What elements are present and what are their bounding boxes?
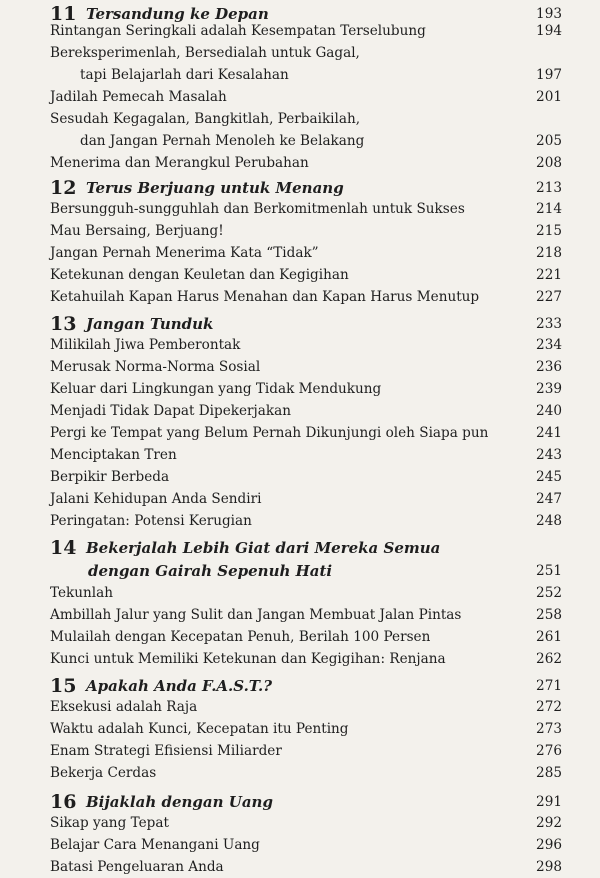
toc-entry-page-number: 236 — [536, 359, 562, 375]
toc-entry-title: Peringatan: Potensi Kerugian — [50, 513, 252, 529]
toc-entry[interactable] — [0, 604, 600, 626]
chapter-title: Bijaklah dengan Uang — [86, 793, 273, 811]
toc-entry-title: Bereksperimenlah, Bersedialah untuk Gagal, — [50, 45, 360, 61]
toc-entry[interactable] — [0, 356, 600, 378]
toc-entry-page-number: 262 — [536, 651, 562, 667]
toc-entry[interactable] — [0, 20, 600, 42]
toc-entry[interactable] — [0, 422, 600, 444]
toc-entry-page-number: 227 — [536, 289, 562, 305]
toc-entry[interactable] — [0, 582, 600, 604]
toc-entry-title: Berpikir Berbeda — [50, 469, 170, 485]
toc-entry-title: Menerima dan Merangkul Perubahan — [50, 155, 309, 171]
toc-entry-page-number: 247 — [536, 491, 562, 507]
chapter-heading[interactable] — [0, 534, 600, 562]
toc-entry-title: Mulailah dengan Kecepatan Penuh, Berilah 100 Persen — [50, 629, 431, 645]
toc-entry-page-number: 239 — [536, 381, 562, 397]
toc-entry-page-number: 272 — [536, 699, 562, 715]
toc-entry-title: Sesudah Kegagalan, Bangkitlah, Perbaikilah, — [50, 111, 361, 127]
toc-entry-page-number: 221 — [536, 267, 562, 283]
toc-entry-title: Pergi ke Tempat yang Belum Pernah Dikunjungi oleh Siapa pun — [50, 425, 489, 441]
toc-entry-page-number: 197 — [536, 67, 562, 83]
toc-entry-title: Batasi Pengeluaran Anda — [50, 859, 224, 875]
chapter-title: Apakah Anda F.A.S.T.? — [86, 677, 273, 695]
toc-entry[interactable] — [0, 378, 600, 400]
chapter-number: 15 — [50, 675, 77, 697]
toc-entry[interactable] — [0, 626, 600, 648]
toc-entry[interactable] — [0, 648, 600, 670]
chapter-number: 14 — [50, 537, 77, 559]
toc-entry-title: Bersungguh-sungguhlah dan Berkomitmenlah untuk Sukses — [50, 201, 465, 217]
toc-entry-title: Ambillah Jalur yang Sulit dan Jangan Membuat Jalan Pintas — [50, 607, 462, 623]
toc-entry-page-number: 201 — [536, 89, 562, 105]
toc-entry-page-number: 214 — [536, 201, 562, 217]
toc-entry[interactable] — [0, 242, 600, 264]
toc-entry-page-number: 261 — [536, 629, 562, 645]
toc-entry[interactable] — [0, 718, 600, 740]
chapter-title: Terus Berjuang untuk Menang — [86, 179, 344, 197]
toc-entry[interactable] — [0, 86, 600, 108]
toc-entry[interactable] — [0, 488, 600, 510]
toc-entry-page-number: 298 — [536, 859, 562, 875]
toc-entry-title: Rintangan Seringkali adalah Kesempatan Terselubung — [50, 23, 426, 39]
toc-entry-title: Jangan Pernah Menerima Kata “Tidak” — [50, 245, 319, 261]
toc-entry[interactable] — [0, 220, 600, 242]
chapter-page-number: 271 — [536, 678, 562, 694]
chapter-page-number: 251 — [536, 563, 562, 579]
toc-entry-title: Keluar dari Lingkungan yang Tidak Mendukung — [50, 381, 382, 397]
chapter-heading-continued[interactable] — [0, 560, 600, 582]
chapter-title: Bekerjalah Lebih Giat dari Mereka Semua — [86, 539, 441, 557]
toc-entry[interactable] — [0, 812, 600, 834]
toc-entry-page-number: 276 — [536, 743, 562, 759]
toc-entry-title: Merusak Norma-Norma Sosial — [50, 359, 261, 375]
toc-entry-page-number: 296 — [536, 837, 562, 853]
toc-entry-continued[interactable] — [0, 64, 600, 86]
toc-entry-title: Menciptakan Tren — [50, 447, 177, 463]
toc-entry[interactable] — [0, 152, 600, 174]
toc-entry-page-number: 258 — [536, 607, 562, 623]
toc-entry[interactable] — [0, 762, 600, 784]
toc-entry[interactable] — [0, 696, 600, 718]
chapter-page-number: 233 — [536, 316, 562, 332]
chapter-number: 13 — [50, 313, 77, 335]
toc-entry[interactable] — [0, 286, 600, 308]
toc-entry-page-number: 208 — [536, 155, 562, 171]
chapter-page-number: 193 — [536, 6, 562, 22]
toc-entry-page-number: 243 — [536, 447, 562, 463]
chapter-title: Tersandung ke Depan — [86, 5, 269, 23]
toc-entry-page-number: 205 — [536, 133, 562, 149]
toc-entry-page-number: 241 — [536, 425, 562, 441]
chapter-title-line2: dengan Gairah Sepenuh Hati — [88, 562, 333, 580]
toc-entry-page-number: 234 — [536, 337, 562, 353]
chapter-number: 12 — [50, 177, 77, 199]
toc-entry-page-number: 245 — [536, 469, 562, 485]
toc-entry[interactable] — [0, 400, 600, 422]
toc-entry[interactable] — [0, 466, 600, 488]
toc-entry-title: dan Jangan Pernah Menoleh ke Belakang — [80, 133, 365, 149]
toc-entry-page-number: 240 — [536, 403, 562, 419]
toc-entry-title: Bekerja Cerdas — [50, 765, 157, 781]
toc-entry-title: Jadilah Pemecah Masalah — [50, 89, 227, 105]
toc-entry-title: Enam Strategi Efisiensi Miliarder — [50, 743, 282, 759]
toc-entry-title: Tekunlah — [50, 585, 114, 601]
chapter-page-number: 213 — [536, 180, 562, 196]
toc-entry[interactable] — [0, 444, 600, 466]
toc-entry[interactable] — [0, 834, 600, 856]
chapter-page-number: 291 — [536, 794, 562, 810]
toc-entry-page-number: 248 — [536, 513, 562, 529]
toc-entry-page-number: 194 — [536, 23, 562, 39]
toc-entry-title: Milikilah Jiwa Pemberontak — [50, 337, 241, 353]
toc-entry[interactable] — [0, 198, 600, 220]
toc-entry[interactable] — [0, 264, 600, 286]
toc-entry[interactable] — [0, 510, 600, 532]
toc-entry-title: Ketahuilah Kapan Harus Menahan dan Kapan Harus Menutup — [50, 289, 480, 305]
chapter-number: 16 — [50, 791, 77, 813]
toc-entry-title: Kunci untuk Memiliki Ketekunan dan Kegigihan: Renjana — [50, 651, 446, 667]
toc-entry-page-number: 273 — [536, 721, 562, 737]
toc-entry-title: tapi Belajarlah dari Kesalahan — [80, 67, 289, 83]
toc-entry-page-number: 285 — [536, 765, 562, 781]
toc-entry-title: Jalani Kehidupan Anda Sendiri — [50, 491, 262, 507]
toc-entry[interactable] — [0, 108, 600, 130]
toc-entry-continued[interactable] — [0, 130, 600, 152]
toc-entry-title: Eksekusi adalah Raja — [50, 699, 198, 715]
toc-entry-title: Menjadi Tidak Dapat Dipekerjakan — [50, 403, 291, 419]
toc-entry-title: Belajar Cara Menangani Uang — [50, 837, 260, 853]
toc-entry-title: Waktu adalah Kunci, Kecepatan itu Penting — [50, 721, 349, 737]
toc-entry[interactable] — [0, 740, 600, 762]
toc-entry[interactable] — [0, 856, 600, 878]
toc-entry-page-number: 252 — [536, 585, 562, 601]
toc-entry-title: Sikap yang Tepat — [50, 815, 169, 831]
chapter-number: 11 — [50, 3, 77, 25]
chapter-title: Jangan Tunduk — [86, 315, 214, 333]
toc-entry-title: Mau Bersaing, Berjuang! — [50, 223, 224, 239]
toc-entry-page-number: 215 — [536, 223, 562, 239]
toc-entry[interactable] — [0, 42, 600, 64]
toc-entry-title: Ketekunan dengan Keuletan dan Kegigihan — [50, 267, 349, 283]
toc-entry-page-number: 292 — [536, 815, 562, 831]
toc-entry-page-number: 218 — [536, 245, 562, 261]
toc-entry[interactable] — [0, 334, 600, 356]
